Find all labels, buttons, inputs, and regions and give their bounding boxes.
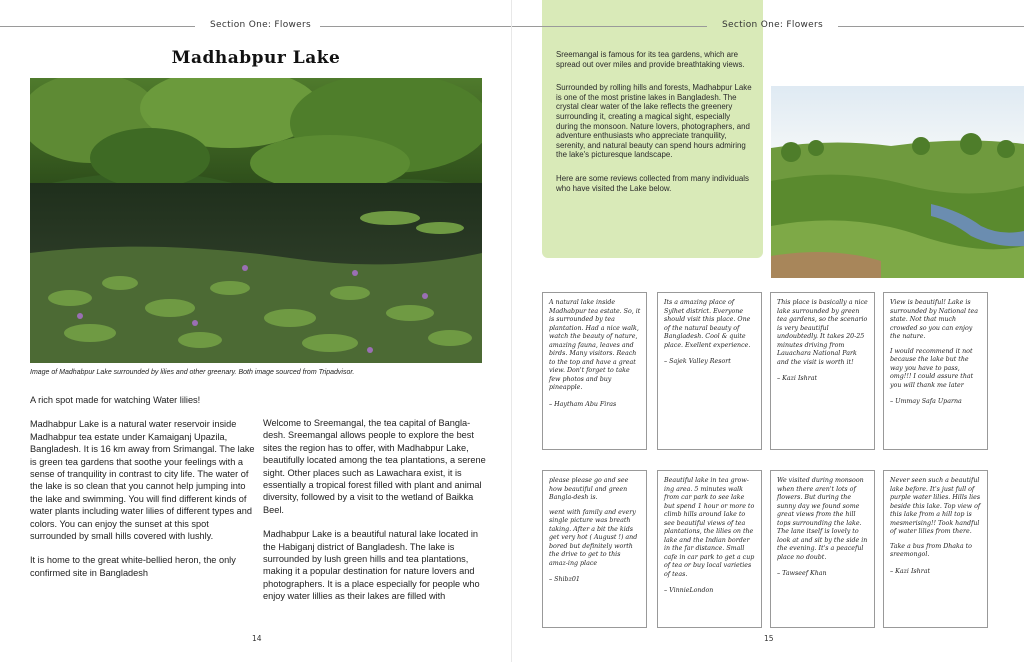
- body-column-2: [263, 417, 486, 615]
- review-card: [657, 292, 762, 450]
- review-card: [542, 470, 647, 628]
- lake-lilies-photo: [30, 78, 482, 363]
- review-text: Never seen such a beautiful lake before. It's just full of purple water lilies. Hills lies beside this lake. Top view of this lake from a hill top is mesmerising!! Took handful of water lilies from there.: [890, 477, 981, 535]
- review-author: – VinnieLondon: [664, 587, 714, 594]
- review-card: [657, 470, 762, 628]
- review-card: [770, 470, 875, 628]
- page-title: Madhabpur Lake: [171, 48, 341, 68]
- review-text: I would recommend it not because the lake but the way you have to pass, omg!!! I could assure that you will thank me later: [890, 347, 974, 389]
- review-text: Take a bus from Dhaka to sreemongol.: [890, 542, 972, 558]
- review-author: – Sajek Valley Resort: [664, 358, 731, 365]
- body-paragraph: Madhabpur Lake is a natural water reservoir inside Madhabpur tea estate under Kamaiganj Upazila, Bangladesh. It is 16 km away from Srimangal. The lake is green tea gardens that soothe your feelings with a sense of tranquility in contrast to city life. The water of the lake is so clean that you cannot help jumping into the lake and swimming. You will find different kinds of water plants including water lilies of different types and colors. You can enjoy the sunset at this spot surrounded by small hills covered with lushly.: [30, 419, 255, 542]
- body-paragraph: Madhabpur Lake is a beautiful natural lake located in the Habiganj district of Bangladesh. The lake is surrounded by lush green hills and tea plantations, making it a popular destination for nature lovers and photographers. It is a place especially for people who enjoy water lillies as their lakes are filled with: [263, 529, 480, 602]
- body-paragraph: Welcome to Sreemangal, the tea capital of Bangla-desh. Sreemangal allows people to explore the best sites the region has to offer, with Madhabpur Lake, beautifully located among the tea plantations, a serene sight. Other places such as Lawachara exist, it is essentially a tropical forest filled with plant and animal diversity, followed by a visit to the wetland of Baikka Beel.: [263, 418, 486, 515]
- page-number-right: 15: [764, 634, 774, 643]
- review-author: – Haytham Abu Firas: [549, 400, 617, 408]
- intro-paragraph: Here are some reviews collected from many individuals who have visited the Lake below.: [556, 173, 749, 193]
- review-card: [542, 292, 647, 450]
- review-card: [883, 470, 988, 628]
- lead-sentence: A rich spot made for watching Water lilies!: [30, 395, 201, 405]
- review-text: please please go and see how beautiful and green Bangla-desh is.: [549, 477, 629, 501]
- review-author: – Tawseef Khan: [777, 570, 827, 577]
- review-text: We visited during monsoon when there aren't lots of flowers. But during the sunny day we found some great views from the hill tops surrounding the lake. The lane itself is lovely to look at and sit by the side in the evening. It's a peaceful place no doubt.: [777, 477, 868, 561]
- review-text: This place is basically a nice lake surrounded by green tea gardens, so the scenario is very beautiful undoubtedly. It takes 20-25 minutes driving from Lauachara National Park and the visit is worth it!: [777, 299, 868, 366]
- review-card: [770, 292, 875, 450]
- intro-paragraph: Sreemangal is famous for its tea gardens, which are spread out over miles and provide breathtaking views.: [556, 50, 745, 69]
- intro-text: [556, 50, 752, 203]
- review-author: – Shibz01: [549, 576, 580, 583]
- review-text: Its a amazing place of Sylhet district. Everyone should visit this place. One of the natural beauty of Bangladesh. Cool & quite place. Exellent experience.: [664, 299, 751, 349]
- section-header-right: Section One: Flowers: [722, 20, 823, 30]
- review-card: [883, 292, 988, 450]
- review-text: A natural lake inside Madhabpur tea estate. So, it is surrounded by tea plantation. Had a nice walk, watch the beauty of nature, amazing fauna, leaves and birds. Many visitors. Reach to the top and have a great view. Don't forget to take few photos and buy pineapple.: [549, 299, 641, 391]
- review-text: View is beautiful! Lake is surrounded by National tea state. Not that much crowded so you can enjoy the nature.: [890, 299, 979, 340]
- header-rule-right: [320, 26, 512, 27]
- review-author: – Kazi Ishrat: [890, 567, 931, 575]
- body-column-1: [30, 394, 255, 591]
- body-paragraph: It is home to the great white-bellied heron, the only confirmed site in Bangladesh: [30, 555, 236, 578]
- tea-hills-photo: [771, 86, 1024, 278]
- review-text: went with family and every single picture was breath taking. After a bit the kids get very hot ( August !) and bored but definitely worth the drive to get to this amaz-ing place: [549, 508, 638, 567]
- header-rule-left: [0, 26, 195, 27]
- section-header-left: Section One: Flowers: [210, 20, 311, 30]
- photo-caption: Image of Madhabpur Lake surrounded by lilies and other greenary. Both image sourced from Tripadvisor.: [30, 369, 355, 376]
- intro-paragraph: Surrounded by rolling hills and forests, Madhabpur Lake is one of the most pristine lakes in Bangladesh. The crystal clear water of the lake reflects the greenery surrounding it, creating a magical sight, especially during the monsoon. Nature lovers, photographers, and adventure enthusiasts who appreciate tranquility, serenity, and natural beauty can spend hours admiring the lake's picturesque landscape.: [556, 83, 752, 160]
- header-rule-right: [838, 26, 1024, 27]
- page-number-left: 14: [252, 634, 262, 643]
- review-author: – Kazi Ishrat: [777, 375, 818, 382]
- review-author: – Ummay Safa Uparna: [890, 398, 962, 405]
- review-text: Beautiful lake in tea grow-ing area. 5 minutes walk from car park to see lake but spend 1 hour or more to climb hills around lake to see beautiful views of tea plantations, the lilies on the lake and the Indian border in the far distance. Small cafe in car park to get a cup of tea or buy local varieties of teas.: [664, 477, 755, 578]
- header-rule-left: [512, 26, 707, 27]
